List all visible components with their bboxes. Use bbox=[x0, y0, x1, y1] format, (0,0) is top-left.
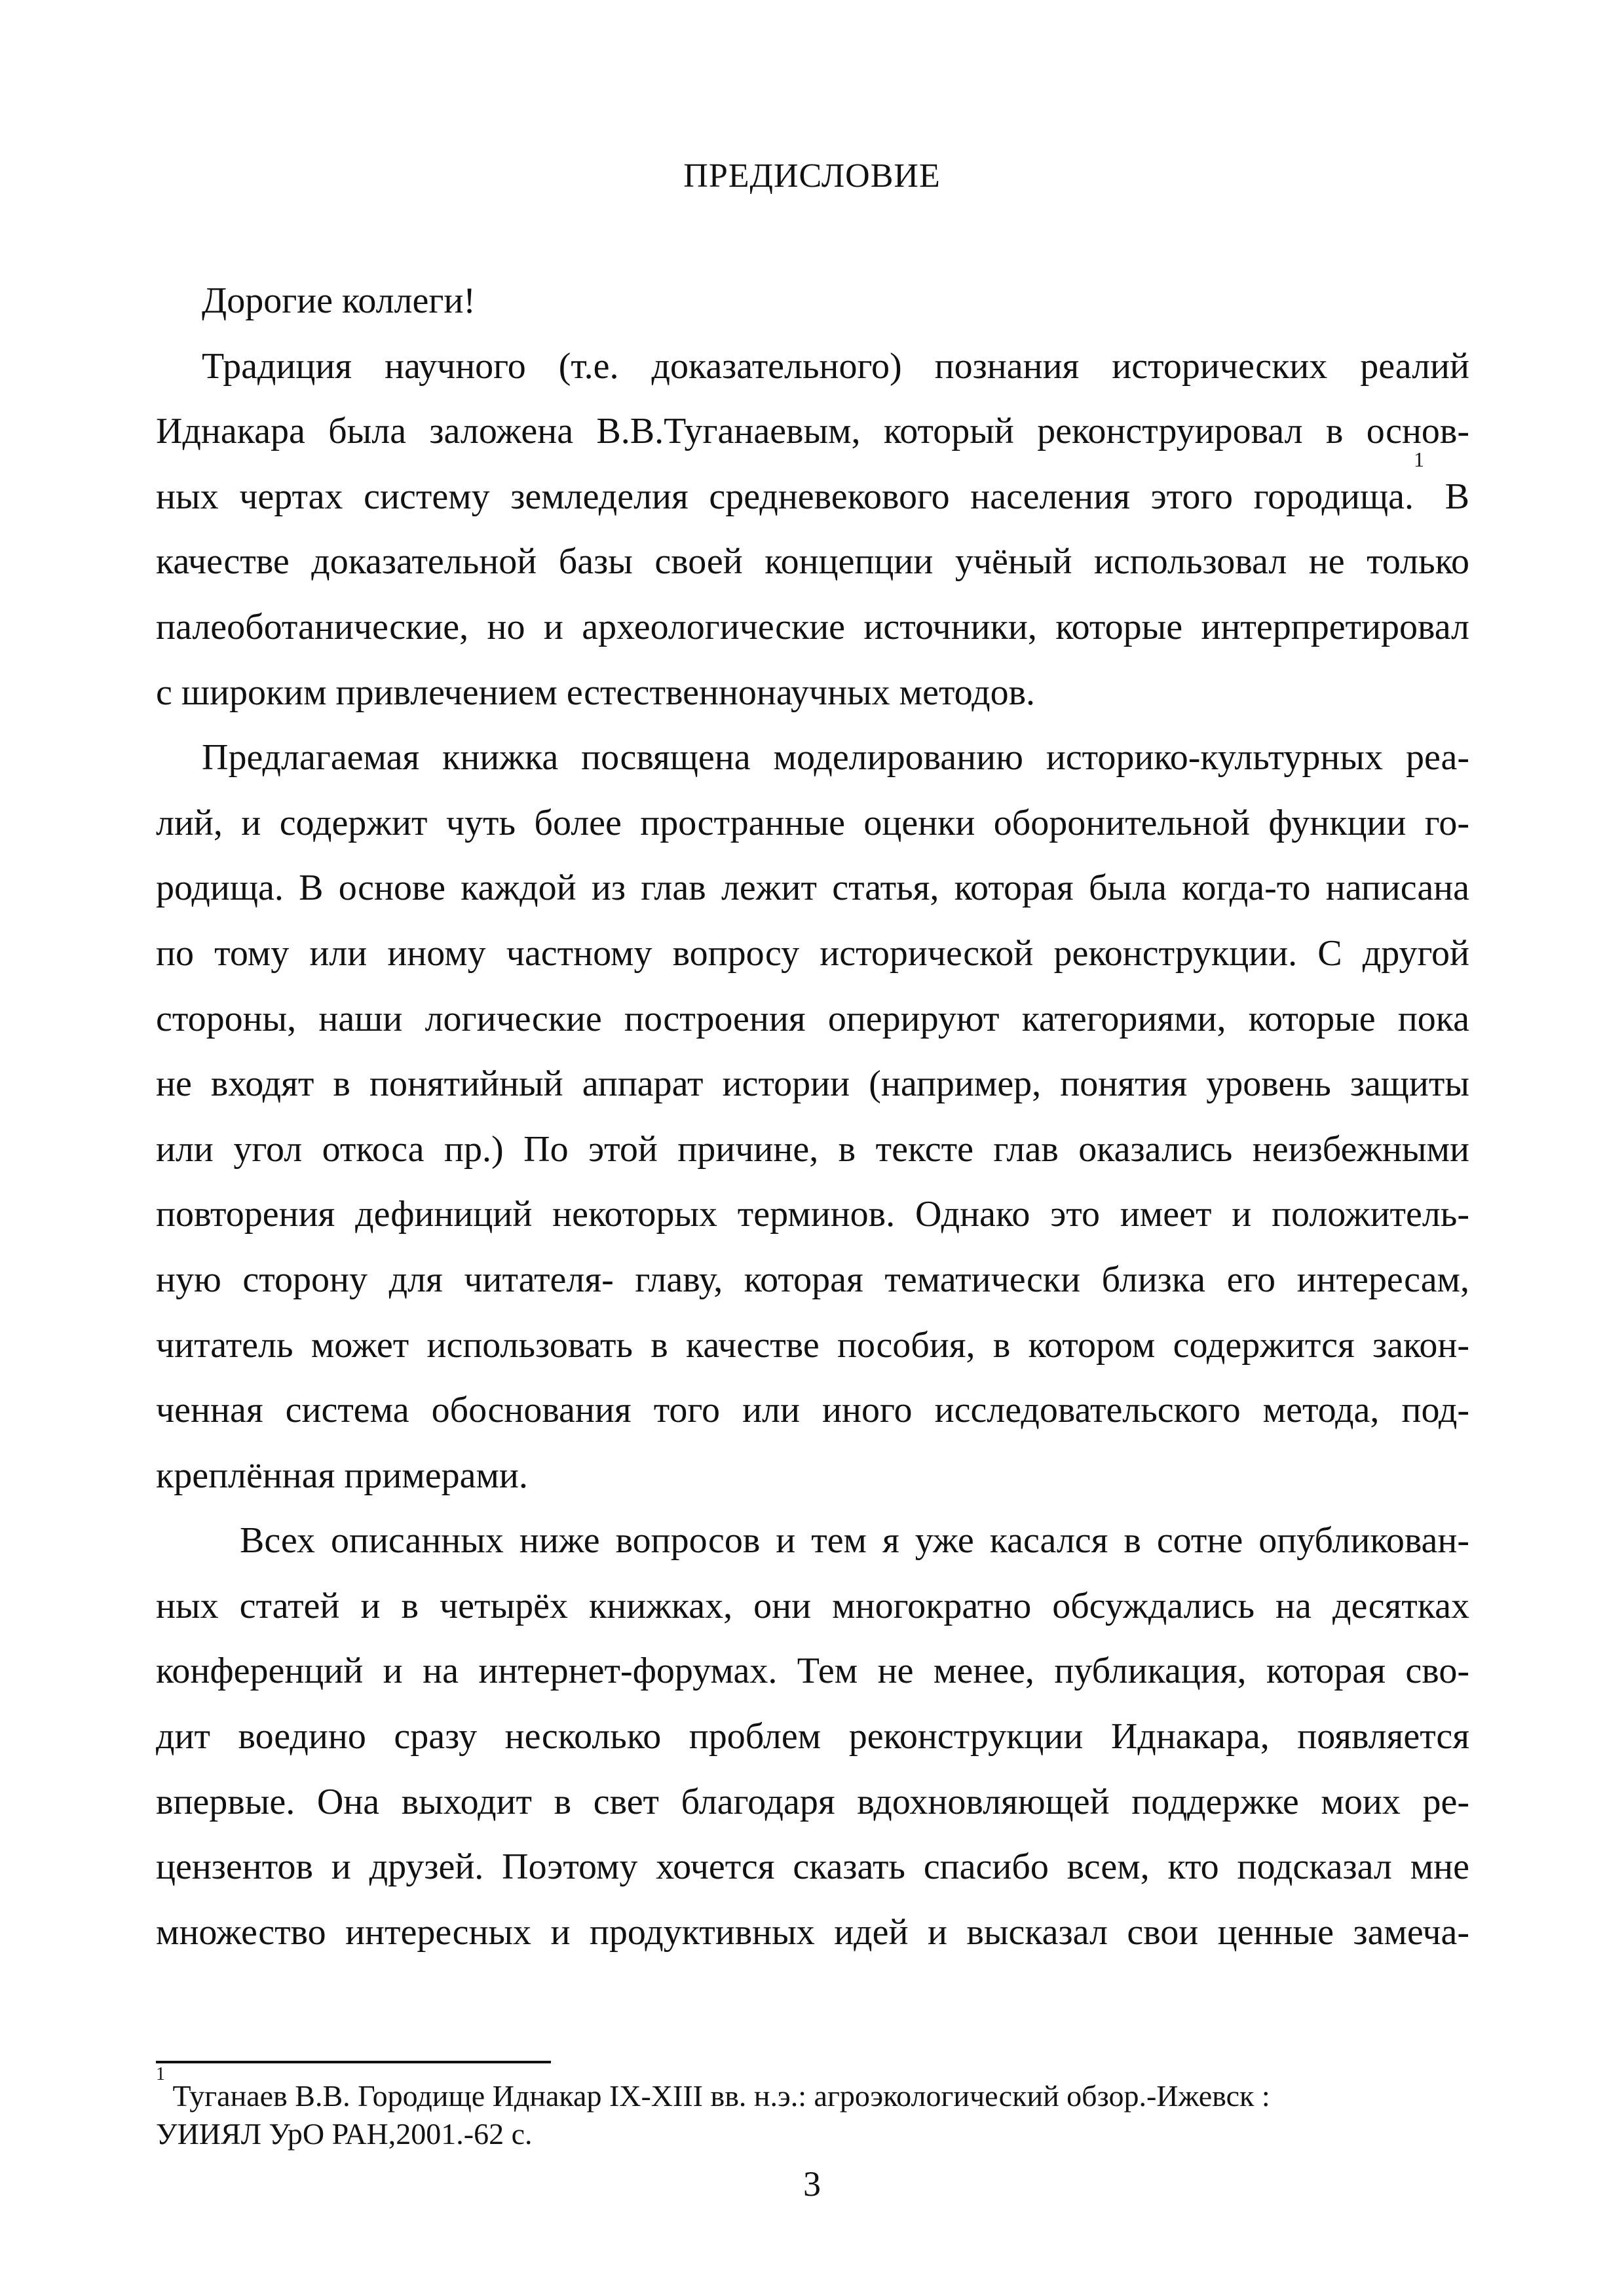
text-line: стороны, наши логические построения оперируют категориями, которые пока bbox=[156, 998, 1469, 1039]
text-line: по тому или иному частному вопросу исторической реконструкции. С другой bbox=[156, 932, 1469, 974]
footnote-line bbox=[156, 2064, 1469, 2115]
footnote-line: УИИЯЛ УрО РАН,2001.-62 с. bbox=[156, 2117, 533, 2151]
footnote-reference[interactable]: 1 bbox=[1414, 447, 1424, 471]
text-line: родища. В основе каждой из глав лежит статья, которая была когда-то написана bbox=[156, 868, 1469, 909]
text-line: ную сторону для читателя- главу, которая тематически близка его интересам, bbox=[156, 1259, 1469, 1300]
text-line: цензентов и друзей. Поэтому хочется сказать спасибо всем, кто подсказал мне bbox=[156, 1846, 1469, 1888]
text-line: множество интересных и продуктивных идей и высказал свои ценные замеча- bbox=[156, 1911, 1469, 1953]
footnote bbox=[156, 2064, 1469, 2153]
text-line: Всех описанных ниже вопросов и тем я уже касался в сотне опубликован- bbox=[240, 1520, 1469, 1561]
page-number: 3 bbox=[803, 2164, 821, 2204]
text-line: качестве доказательной базы своей концепции учёный использовал не только bbox=[156, 541, 1469, 583]
text-line-with-footnote-ref bbox=[156, 447, 1469, 530]
text-line: дит воедино сразу несколько проблем реконструкции Иднакара, появляется bbox=[156, 1716, 1469, 1757]
text-line: палеоботанические, но и археологические источники, которые интерпретировал bbox=[156, 606, 1469, 647]
text-line: Предлагаемая книжка посвящена моделированию историко-культурных реа- bbox=[202, 737, 1469, 778]
text-line: читатель может использовать в качестве пособия, в котором содержится закон- bbox=[156, 1324, 1469, 1366]
text-line: ченная система обоснования того или иного исследовательского метода, под- bbox=[156, 1390, 1469, 1431]
text-line: ных статей и в четырёх книжках, они многократно обсуждались на десятках bbox=[156, 1585, 1469, 1626]
text-line: Иднакара была заложена В.В.Туганаевым, который реконструировал в основ- bbox=[156, 411, 1469, 452]
footnote-marker: 1 bbox=[156, 2064, 165, 2084]
text-line: повторения дефиниций некоторых терминов. Однако это имеет и положитель- bbox=[156, 1194, 1469, 1235]
body-text bbox=[156, 269, 1469, 1965]
text-line: Традиция научного (т.е. доказательного) познания исторических реалий bbox=[202, 345, 1469, 387]
text-line: креплённая примерами. bbox=[156, 1455, 528, 1496]
footnote-text: Туганаев В.В. Городище Иднакар IX-XIII вв. н.э.: агроэкологический обзор.-Ижевск : bbox=[172, 2079, 1270, 2113]
greeting-line: Дорогие коллеги! bbox=[202, 280, 476, 321]
text-segment: В bbox=[1445, 476, 1469, 517]
text-line: впервые. Она выходит в свет благодаря вдохновляющей поддержке моих ре- bbox=[156, 1781, 1469, 1822]
text-line: не входят в понятийный аппарат истории (например, понятия уровень защиты bbox=[156, 1063, 1469, 1105]
footnote-separator bbox=[156, 2061, 551, 2063]
text-line: или угол откоса пр.) По этой причине, в тексте глав оказались неизбежными bbox=[156, 1128, 1469, 1170]
text-segment: ных чертах систему земледелия средневекового населения этого городища. bbox=[156, 476, 1414, 517]
text-line: с широким привлечением естественнонаучных методов. bbox=[156, 672, 1036, 713]
page-heading: ПРЕДИСЛОВИЕ bbox=[683, 157, 941, 195]
text-line: конференций и на интернет-форумах. Тем не менее, публикация, которая сво- bbox=[156, 1651, 1469, 1692]
text-line: лий, и содержит чуть более пространные оценки оборонительной функции го- bbox=[156, 802, 1469, 843]
